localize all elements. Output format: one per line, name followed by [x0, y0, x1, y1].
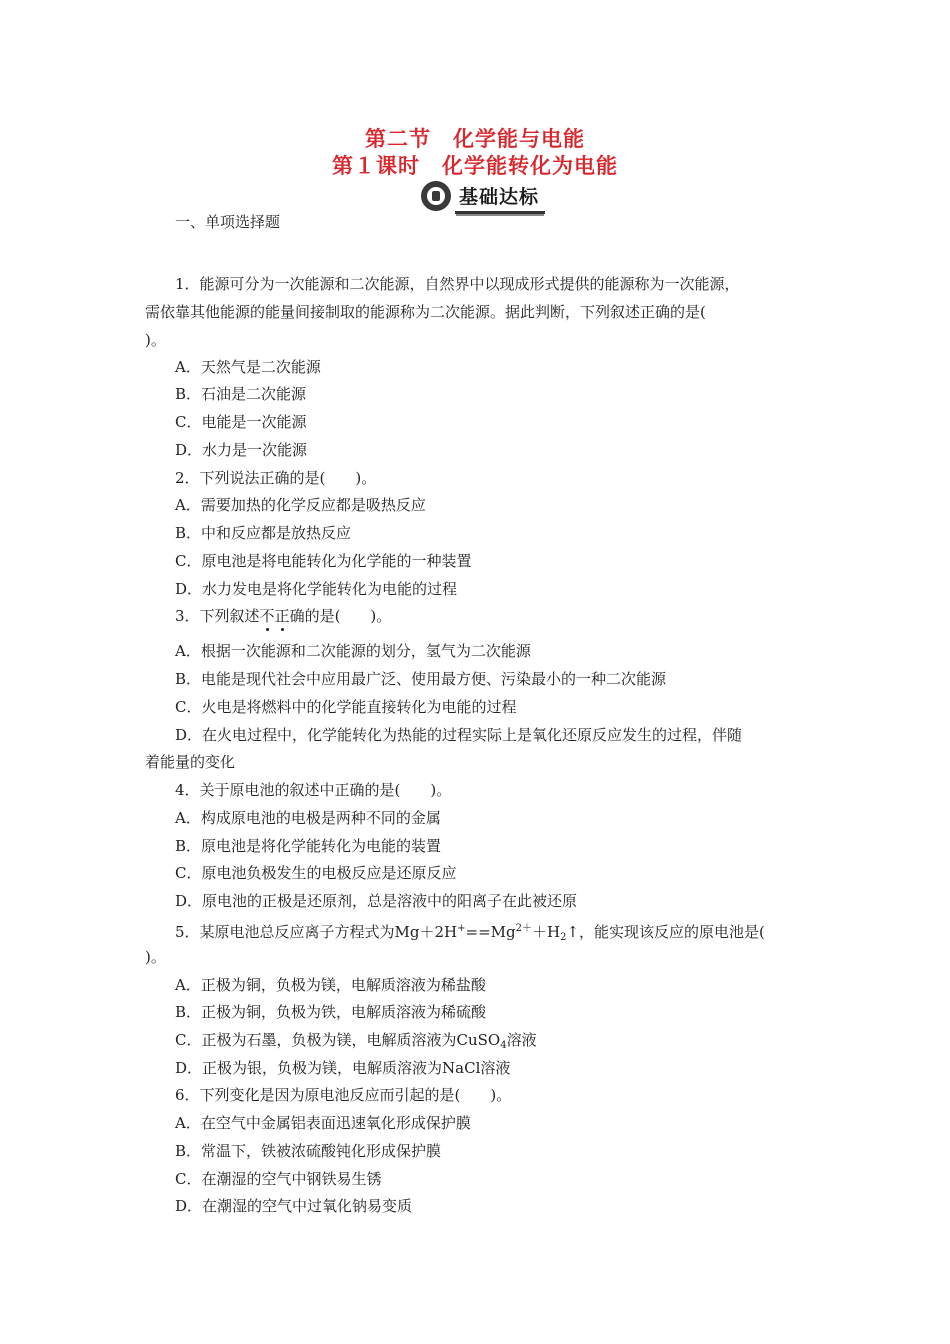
- q1-option-a: A．天然气是二次能源: [175, 358, 321, 376]
- section-heading: 一、单项选择题: [175, 213, 281, 231]
- q1-option-c: C．电能是一次能源: [175, 413, 307, 431]
- q4-stem: 4．关于原电池的叙述中正确的是( )。: [175, 781, 452, 799]
- q5-option-c-subscript: 4: [500, 1040, 507, 1051]
- q3-stem-part2: 确的是( )。: [289, 607, 392, 625]
- q2-stem: 2．下列说法正确的是( )。: [175, 469, 377, 487]
- q5-option-c: [175, 1030, 537, 1056]
- q3-option-b: B．电能是现代社会中应用最广泛、使用最方便、污染最小的一种二次能源: [175, 670, 667, 688]
- q5-stem-line2: )。: [145, 948, 166, 966]
- lesson-title: 第１课时 化学能转化为电能: [332, 153, 618, 178]
- q3-option-c: C．火电是将燃料中的化学能直接转化为电能的过程: [175, 698, 517, 716]
- q5-option-a: A．正极为铜，负极为镁，电解质溶液为稀盐酸: [175, 976, 486, 994]
- q1-stem-line3: )。: [145, 331, 166, 349]
- basic-badge: [421, 180, 545, 212]
- q4-option-a: A．构成原电池的电极是两种不同的金属: [175, 809, 441, 827]
- badge-emblem-icon: [421, 181, 451, 211]
- q1-stem-line1: 1．能源可分为一次能源和二次能源，自然界中以现成形式提供的能源称为一次能源，: [175, 275, 740, 293]
- q2-option-a: A．需要加热的化学反应都是吸热反应: [175, 496, 426, 514]
- q5-subscript-2: 2: [560, 932, 567, 943]
- q3-option-d-line2: 着能量的变化: [145, 753, 236, 771]
- q5-option-c-text2: 溶液: [506, 1031, 537, 1049]
- q6-option-d: D．在潮湿的空气中过氧化钠易变质: [175, 1197, 413, 1215]
- q3-stem-part1: 3．下列叙述: [175, 607, 260, 625]
- section-title: 第二节 化学能与电能: [365, 126, 585, 151]
- q3-option-a: A．根据一次能源和二次能源的划分，氢气为二次能源: [175, 642, 531, 660]
- q5-option-b: B．正极为铜，负极为铁，电解质溶液为稀硫酸: [175, 1003, 487, 1021]
- q2-option-d: D．水力发电是将化学能转化为电能的过程: [175, 580, 458, 598]
- q4-option-b: B．原电池是将化学能转化为电能的装置: [175, 837, 442, 855]
- badge-label: 基础达标: [455, 179, 545, 214]
- q6-option-c: C．在潮湿的空气中钢铁易生锈: [175, 1170, 382, 1188]
- q6-stem: 6．下列变化是因为原电池反应而引起的是( )。: [175, 1086, 512, 1104]
- q4-option-c: C．原电池负极发生的电极反应是还原反应: [175, 864, 457, 882]
- q5-stem-text1: 5．某原电池总反应离子方程式为Mg＋2H: [175, 923, 458, 941]
- q5-option-d: D．正极为银，负极为镁，电解质溶液为NaCl溶液: [175, 1059, 511, 1077]
- q3-stem: [175, 606, 391, 626]
- q3-option-d-line1: D．在火电过程中，化学能转化为热能的过程实际上是氧化还原反应发生的过程，伴随: [175, 726, 743, 744]
- q5-stem-line1: [175, 919, 765, 948]
- q2-option-b: B．中和反应都是放热反应: [175, 524, 352, 542]
- q5-superscript-charge: 2＋: [515, 923, 533, 934]
- q1-option-d: D．水力是一次能源: [175, 441, 308, 459]
- q5-stem-text4: ↑，能实现该反应的原电池是(: [566, 923, 765, 941]
- q6-option-b: B．常温下，铁被浓硫酸钝化形成保护膜: [175, 1142, 442, 1160]
- q1-stem-line2: 需依靠其他能源的能量间接制取的能源称为二次能源。据此判断，下列叙述正确的是(: [145, 303, 706, 321]
- q2-option-c: C．原电池是将电能转化为化学能的一种装置: [175, 552, 472, 570]
- q5-option-c-text1: C．正极为石墨，负极为镁，电解质溶液为CuSO: [175, 1031, 501, 1049]
- q3-emphasis-not: 不: [259, 607, 275, 625]
- q5-stem-text3: ＋H: [532, 923, 561, 941]
- q1-option-b: B．石油是二次能源: [175, 385, 307, 403]
- q3-emphasis-correct: 正: [274, 607, 290, 625]
- q6-option-a: A．在空气中金属铝表面迅速氧化形成保护膜: [175, 1114, 471, 1132]
- q5-stem-text2: ==Mg: [465, 923, 516, 941]
- q5-superscript-plus: +: [457, 923, 466, 934]
- q4-option-d: D．原电池的正极是还原剂，总是溶液中的阳离子在此被还原: [175, 892, 578, 910]
